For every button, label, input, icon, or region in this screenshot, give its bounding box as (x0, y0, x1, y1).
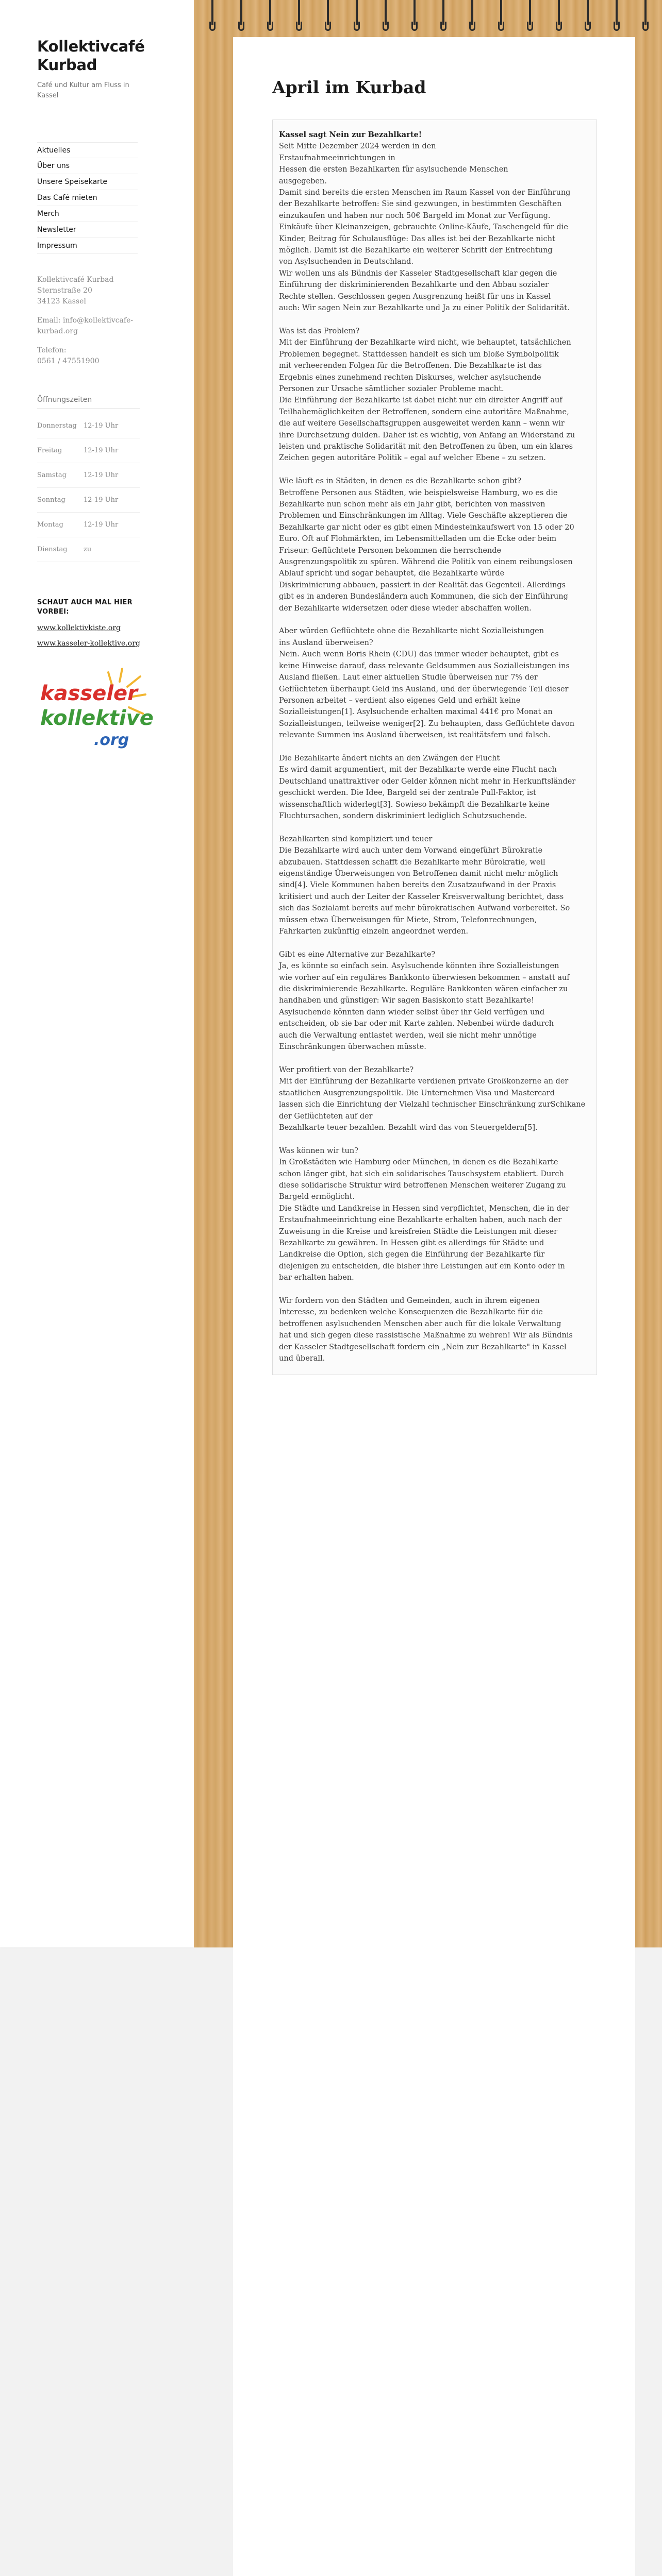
hook-icon (642, 0, 649, 33)
hours-time: 12-19 Uhr (84, 422, 119, 430)
site-title[interactable]: Kollektivcafé Kurbad (37, 38, 145, 74)
article-body: Seit Mitte Dezember 2024 werden in den Erstaufnahmeeinrichtungen in Hessen die ersten Bezahlkarten für asylsuchende Menschen ausgegeben. Damit sind bereits die ersten Menschen im Raum Kassel von der Einführung der Bezahlkarte betroffen: Sie sind gezwungen, in bestimmten Geschäften einzukaufen und haben nur noch 50€ Bargeld im Monat zur Verfügung. Einkäufe über Kleinanzeigen, gebrauchte Online-Käufe, Taschengeld für die Kinder, Beitrag für Schulausflüge: Das alles ist bei der Bezahlkarte nicht möglich. Damit ist die Bezahlkarte ein weiterer Schritt der Entrechtung von Asylsuchenden in Deutschland. Wir wollen uns als Bündnis der Kasseler Stadtgesellschaft klar gegen die Einführung der diskriminierenden Bezahlkarte und den Abbau sozialer Rechte stellen. Geschlossen gegen Ausgrenzung heißt für uns in Kassel auch: Wir sagen Nein zur Bezahlkarte und Ja zu einer Politik der Solidarität. Was ist das Problem? Mit der Einführung der Bezahlkarte wird nicht, wie behauptet, tatsächlichen Problemen begegnet. Stattdessen handelt es sich um bloße Symbolpolitik mit verheerenden Folgen für die Betroffenen. Die Bezahlkarte ist das Ergebnis eines zunehmend rechten Diskurses, welcher asylsuchende Personen zur Ursache sämtlicher sozialer Probleme macht. Die Einführung der Bezahlkarte ist dabei nicht nur ein direkter Angriff auf Teilhabemöglichkeiten der Betroffenen, sondern eine autoritäre Maßnahme, die auf weitere Gesellschaftsgruppen ausgeweitet werden kann – wenn wir ihre Durchsetzung dulden. Daher ist es wichtig, von Anfang an Widerstand zu leisten und praktische Solidarität mit den Betroffenen zu üben, um ein klares Zeichen gegen autoritäre Politik – egal auf welcher Ebene – zu setzen. Wie läuft es in Städten, in denen es die Bezahlkarte schon gibt? Betroffene Personen aus Städten, wie beispielsweise Hamburg, wo es die Bezahlkarte nun schon mehr als ein Jahr gibt, berichten von massiven Problemen und Einschränkungen im Alltag. Viele Geschäfte akzeptieren die Bezahlkarte gar nicht oder es gibt einen Mindesteinkaufswert von 15 oder 20 Euro. Oft auf Flohmärkten, im Lebensmittelladen um die Ecke oder beim Friseur: Geflüchtete Personen bekommen die herrschende Ausgrenzungspolitik zu spüren. Während die Politik von einem reibungslosen Ablauf spricht und sogar behauptet, die Bezahlkarte würde Diskriminierung abbauen, passiert in der Realität das Gegenteil. Allerdings gibt es in anderen Bundesländern auch Kommunen, die sich der Einführung der Bezahlkarte widersetzen oder diese wieder abschaffen wollen. Aber würden Geflüchtete ohne die Bezahlkarte nicht Sozialleistungen ins Ausland überweisen? Nein. Auch wenn Boris Rhein (CDU) das immer wieder behauptet, gibt es keine Hinweise darauf, dass relevante Geldsummen aus Sozialleistungen ins Ausland fließen. Laut einer aktuellen Studie überweisen nur 7% der Geflüchteten überhaupt Geld ins Ausland, und der überwiegende Teil dieser Personen arbeitet – verdient also eigenes Geld und erhält keine Sozialleistungen[1]. Asylsuchende erhalten maximal 441€ pro Monat an Sozialleistungen, teilweise weniger[2]. Zu behaupten, dass Geflüchtete davon relevante Summen ins Ausland überweisen, ist realitätsfern und falsch. Die Bezahlkarte ändert nichts an den Zwängen der Flucht Es wird damit argumentiert, mit der Bezahlkarte werde eine Flucht nach Deutschland unattraktiver oder Gelder können nicht mehr in Herkunftsländer geschickt werden. Die Idee, Bargeld sei der zentrale Pull-Faktor, ist wissenschaftlich widerlegt[3]. Sowieso bekämpft die Bezahlkarte keine Fluchtursachen, sondern diskriminiert lediglich Schutzsuchende. Bezahlkarten sind kompliziert und teuer Die Bezahlkarte wird auch unter dem Vorwand eingeführt Bürokratie abzubauen. Stattdessen schafft die Bezahlkarte mehr Bürokratie, weil eigenständige Überweisungen von Betroffenen damit nicht mehr möglich sind[4]. Viele Kommunen haben bereits den Zusatzaufwand in der Praxis kritisiert und auch der Leiter der Kasseler Kreisverwaltung berichtet, dass sich das Sozialamt bereits auf mehr bürokratischen Aufwand vorbereitet. So müssen etwa Überweisungen für Miete, Strom, Telefonrechnungen, Fahrkarten zukünftig einzeln angeordnet werden. Gibt es eine Alternative zur Bezahlkarte? Ja, es könnte so einfach sein. Asylsuchende könnten ihre Sozialleistungen wie vorher auf ein reguläres Bankkonto überwiesen bekommen – anstatt auf die diskriminierende Bezahlkarte. Reguläre Bankkonten wären einfacher zu handhaben und günstiger: Wir sagen Basiskonto statt Bezahlkarte! Asylsuchende könnten dann wieder selbst über ihr Geld verfügen und entscheiden, ob sie bar oder mit Karte zahlen. Nebenbei würde dadurch auch die Verwaltung entlastet werden, weil sie nicht mehr unnötige Einschränkungen überwachen müsste. Wer profitiert von der Bezahlkarte? Mit der Einführung der Bezahlkarte verdienen private Großkonzerne an der staatlichen Ausgrenzungspolitik. Die Unternehmen Visa und Mastercard lassen sich die Einrichtung der Vielzahl technischer Einschränkung zurSchikane der Geflüchteten auf der Bezahlkarte teuer bezahlen. Bezahlt wird das von Steuergeldern[5]. Was können wir tun? In Großstädten wie Hamburg oder München, in denen es die Bezahlkarte schon länger gibt, hat sich ein solidarisches Tauschsystem etabliert. Durch diese solidarische Struktur wird betroffenen Menschen weiterer Zugang zu Bargeld ermöglicht. Die Städte und Landkreise in Hessen sind verpflichtet, Menschen, die in der Erstaufnahmeeinrichtung eine Bezahlkarte erhalten haben, auch nach der Zuweisung in die Kreise und kreisfreien Städte die Leistungen mit dieser Bezahlkarte zu gewähren. In Hessen gibt es allerdings für Städte und Landkreise die Option, sich gegen die Einführung der Bezahlkarte für diejenigen zu entscheiden, die bisher ihre Leistungen auf ein Konto oder in bar erhalten haben. Wir fordern von den Städten und Gemeinden, auch in ihrem eigenen Interesse, zu bedenken welche Konsequenzen die Bezahlkarte für die betroffenen asylsuchenden Menschen aber auch für die lokale Verwaltung hat und sich gegen diese rassistische Maßnahme zu wehren! Wir als Bündnis der Kasseler Stadtgesellschaft fordern ein „Nein zur Bezahlkarte" in Kassel und überall. (279, 142, 586, 1363)
menu-item-ueber-uns[interactable]: Über uns (37, 158, 138, 174)
address-street: Sternstraße 20 (37, 286, 92, 295)
opening-hours-table (37, 414, 140, 562)
hours-row (37, 463, 140, 488)
menu-item-aktuelles[interactable]: Aktuelles (37, 142, 138, 158)
hours-row (37, 438, 140, 463)
hours-day: Freitag (37, 447, 62, 454)
address-block (37, 275, 171, 367)
kasseler-kollektive-logo[interactable] (37, 666, 156, 769)
menu-item-cafe-mieten[interactable]: Das Café mieten (37, 190, 138, 206)
main-content (233, 37, 635, 2576)
logo-text-line1: kasseler (40, 682, 138, 705)
hours-row (37, 537, 140, 562)
address-city: 34123 Kassel (37, 297, 86, 306)
friends-heading: SCHAUT AUCH MAL HIER VORBEI: (37, 599, 133, 616)
main-menu (37, 142, 138, 254)
coat-hooks (194, 0, 662, 36)
hook-icon (383, 0, 389, 33)
opening-hours-heading: Öffnungszeiten (37, 396, 140, 409)
page-title: April im Kurbad (272, 77, 426, 97)
hours-day: Samstag (37, 471, 67, 479)
article-heading: Kassel sagt Nein zur Bezahlkarte! (279, 130, 422, 139)
friend-link-kasseler-kollektive[interactable]: www.kasseler-kollektive.org (37, 639, 140, 648)
hook-icon (585, 0, 591, 33)
hours-day: Sonntag (37, 496, 65, 504)
hours-time: 12-19 Uhr (84, 471, 119, 479)
article-body-box (272, 120, 597, 1375)
logo-text-line2: kollektive (40, 706, 154, 730)
hook-icon (209, 0, 216, 33)
hook-icon (527, 0, 533, 33)
address-phone: 0561 / 47551900 (37, 357, 100, 365)
hook-icon (325, 0, 331, 33)
hours-row (37, 414, 140, 438)
sidebar (0, 0, 194, 1947)
hours-time: zu (84, 546, 92, 553)
hours-day: Dienstag (37, 546, 68, 553)
hours-row (37, 513, 140, 537)
hook-icon (354, 0, 360, 33)
hours-time: 12-19 Uhr (84, 447, 119, 454)
friend-link-kollektivkiste[interactable]: www.kollektivkiste.org (37, 624, 121, 632)
menu-item-newsletter[interactable]: Newsletter (37, 222, 138, 238)
hours-day: Donnerstag (37, 422, 77, 430)
logo-text-line3: .org (94, 731, 129, 749)
hook-icon (267, 0, 273, 33)
hook-icon (469, 0, 475, 33)
hook-icon (296, 0, 302, 33)
hook-icon (614, 0, 620, 33)
hook-icon (238, 0, 244, 33)
menu-item-speisekarte[interactable]: Unsere Speisekarte (37, 174, 138, 190)
address-email[interactable]: Email: info@kollektivcafe-kurbad.org (37, 316, 134, 335)
hook-icon (498, 0, 504, 33)
hours-row (37, 488, 140, 513)
address-phone-label: Telefon: (37, 346, 67, 354)
hook-icon (440, 0, 446, 33)
site-description: Café und Kultur am Fluss in Kassel (37, 81, 129, 99)
hours-time: 12-19 Uhr (84, 496, 119, 504)
hours-time: 12-19 Uhr (84, 521, 119, 529)
menu-item-impressum[interactable]: Impressum (37, 238, 138, 254)
hours-day: Montag (37, 521, 63, 529)
menu-item-merch[interactable]: Merch (37, 206, 138, 222)
address-name: Kollektivcafé Kurbad (37, 276, 114, 284)
hook-icon (411, 0, 418, 33)
hook-icon (556, 0, 562, 33)
